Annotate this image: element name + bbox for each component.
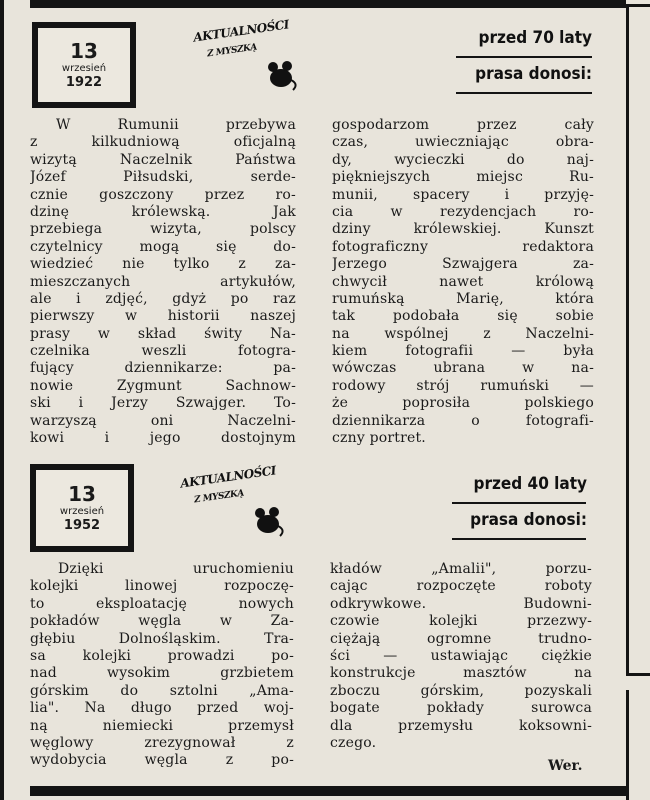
text-line: głębiu Dolnośląskim. Tra- [30, 630, 294, 647]
text-line: ski i Jerzy Szwajger. To- [30, 395, 296, 412]
text-line: prasy w skład świty Na- [30, 325, 296, 342]
text-line: W Rumunii przebywa [56, 117, 296, 133]
text-line: nowie Zygmunt Sachnow- [30, 377, 296, 394]
text-line: czowie kolejki przezwy- [330, 613, 592, 630]
text-line: czelnika weszli fotogra- [30, 343, 296, 360]
text-line: górskim do sztolni „Ama- [30, 682, 294, 699]
author-signature: Wer. [548, 758, 583, 774]
text-line: gospodarzom przez cały [332, 117, 594, 133]
text-line: dla przemysłu koksowni- [330, 717, 592, 734]
text-line: na wspólnej z Naczelni- [332, 325, 594, 342]
aktualnosci-logo [179, 463, 292, 542]
text-line: kowi i jego dostojnym [30, 430, 296, 447]
text-line: dziennikarza o fotografi- [332, 412, 594, 429]
date-box-1952 [30, 464, 134, 552]
text-line: zboczu górskim, pozyskali [330, 682, 592, 699]
text-line: ści — ustawiając ciężkie [330, 647, 592, 664]
text-line: z kilkudniową oficjalną [30, 134, 296, 151]
text-line: przebiega wizyta, polscy [30, 221, 296, 238]
text-line: czytelnicy mogą się do- [30, 238, 296, 255]
text-line: wydobycia węgla z po- [30, 752, 294, 769]
headline-divider-bottom [456, 92, 592, 94]
aktualnosci-logo [192, 17, 305, 96]
article-1922-column-1 [30, 117, 296, 447]
text-line: cia w rezydencjach ro- [332, 203, 594, 220]
text-line: wizytą Naczelnik Państwa [30, 151, 296, 168]
text-line: warzyszą oni Naczelni- [30, 412, 296, 429]
headline-divider-bottom [452, 538, 586, 540]
text-line: pierwszy w historii naszej [30, 308, 296, 325]
text-line: ciężają ogromne trudno- [330, 630, 592, 647]
date-year: 1952 [63, 517, 101, 533]
date-day: 13 [70, 38, 98, 63]
article-1952-column-2 [330, 561, 592, 752]
text-line: sa kolejki prowadzi po- [30, 647, 294, 664]
adjacent-article-frame-lower [626, 690, 650, 800]
text-line: dy, wycieczki do naj- [332, 151, 594, 168]
text-line: Dzięki uruchomieniu [58, 561, 294, 577]
text-line: fujący dziennikarze: pa- [30, 360, 296, 377]
headline-period: przed 40 laty [473, 474, 587, 494]
adjacent-article-frame [626, 4, 650, 676]
text-line: ną niemiecki przemysł [30, 717, 294, 734]
text-line: bogate pokłady surowca [330, 700, 592, 717]
text-line: lia". Na długo przed woj- [30, 700, 294, 717]
bottom-rule [30, 786, 626, 796]
logo-subtitle: Z MYSZKĄ [193, 488, 245, 506]
text-line: czego. [330, 734, 377, 751]
headline-divider [456, 56, 592, 58]
article-1922-column-2 [332, 117, 594, 447]
text-line: dziny królewskiej. Kunszt [332, 221, 594, 238]
text-line: czas, uwieczniając obra- [332, 134, 594, 151]
headline-press: prasa donosi: [475, 64, 592, 84]
headline-press: prasa donosi: [470, 510, 587, 530]
text-line: kolejki linowej rozpoczę- [30, 578, 294, 595]
text-line: cając rozpoczęte roboty [330, 578, 592, 595]
text-line: piękniejszych miejsc Ru- [332, 169, 594, 186]
text-line: rodowy strój rumuński — [332, 377, 594, 394]
headline-period: przed 70 laty [478, 28, 592, 48]
text-line: Józef Piłsudski, serde- [30, 169, 296, 186]
text-line: dzinę królewską. Jak [30, 203, 296, 220]
text-line: pokładów węgla w Za- [30, 613, 294, 630]
date-month: wrzesień [61, 62, 107, 74]
left-rule [0, 0, 4, 800]
top-rule [30, 0, 626, 8]
text-line: ale i zdjęć, gdyż po raz [30, 290, 296, 307]
date-year: 1922 [65, 74, 103, 90]
mouse-icon [263, 58, 299, 92]
article-1952-column-1 [30, 561, 294, 770]
text-line: konstrukcje masztów na [330, 665, 592, 682]
mouse-icon [250, 504, 286, 538]
text-line: odkrywkowe. Budowni- [330, 595, 592, 612]
text-line: rumuńską Marię, która [332, 290, 594, 307]
logo-subtitle: Z MYSZKĄ [206, 42, 258, 60]
date-day: 13 [68, 481, 96, 506]
text-line: tak podobała się sobie [332, 308, 594, 325]
text-line: czny portret. [332, 430, 426, 447]
date-month: wrzesień [59, 505, 105, 517]
text-line: kiem fotografii — była [332, 343, 594, 360]
logo-title: AKTUALNOŚCI [179, 463, 277, 491]
text-line: węglowy zrezygnował z [30, 734, 294, 751]
text-line: wówczas ubrana w na- [332, 360, 594, 377]
headline-divider [452, 502, 586, 504]
text-line: chwycił nawet królową [332, 273, 594, 290]
text-line: mieszczanych artykułów, [30, 273, 296, 290]
date-box-1922 [32, 22, 136, 108]
text-line: to eksploatację nowych [30, 595, 294, 612]
text-line: cznie goszczony przez ro- [30, 186, 296, 203]
text-line: wiedzieć nie tylko z za- [30, 256, 296, 273]
text-line: fotograficzny redaktora [332, 238, 594, 255]
text-line: munii, spacery i przyję- [332, 186, 594, 203]
text-line: kładów „Amalii", porzu- [330, 561, 592, 577]
text-line: Jerzego Szwajgera za- [332, 256, 594, 273]
text-line: że poprosiła polskiego [332, 395, 594, 412]
text-line: nad wysokim grzbietem [30, 665, 294, 682]
logo-title: AKTUALNOŚCI [192, 17, 290, 45]
